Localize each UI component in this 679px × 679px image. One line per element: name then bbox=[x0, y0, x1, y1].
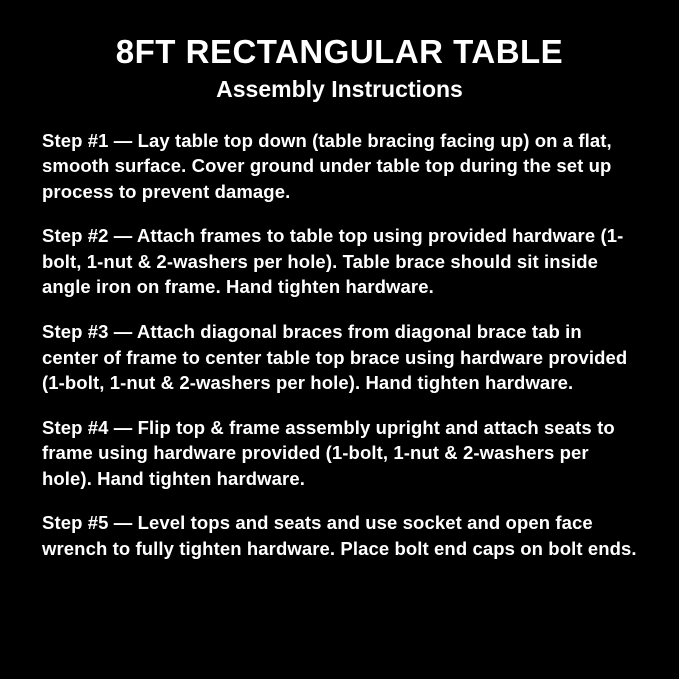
step-2-paragraph: Step #2 — Attach frames to table top using provided hardware (1-bolt, 1-nut & 2-washers per hole). Table brace should sit inside angle iron on frame. Hand tighten hardware. bbox=[42, 225, 624, 298]
page-subtitle: Assembly Instructions bbox=[216, 76, 463, 103]
step-5-paragraph: Step #5 — Level tops and seats and use socket and open face wrench to fully tighten hardware. Place bolt end caps on bolt ends. bbox=[42, 512, 637, 559]
steps-list bbox=[42, 128, 639, 561]
step-1-paragraph: Step #1 — Lay table top down (table bracing facing up) on a flat, smooth surface. Cover ground under table top during the set up process to prevent damage. bbox=[42, 129, 612, 202]
header bbox=[0, 0, 679, 104]
step-3-paragraph: Step #3 — Attach diagonal braces from diagonal brace tab in center of frame to center table top brace using hardware provided (1-bolt, 1-nut & 2-washers per hole). Hand tighten hardware. bbox=[42, 320, 628, 394]
step-4-paragraph: Step #4 — Flip top & frame assembly upright and attach seats to frame using hardware provided (1-bolt, 1-nut & 2-washers per hole). Hand tighten hardware. bbox=[42, 416, 615, 489]
page-title: 8FT RECTANGULAR TABLE bbox=[115, 33, 564, 70]
